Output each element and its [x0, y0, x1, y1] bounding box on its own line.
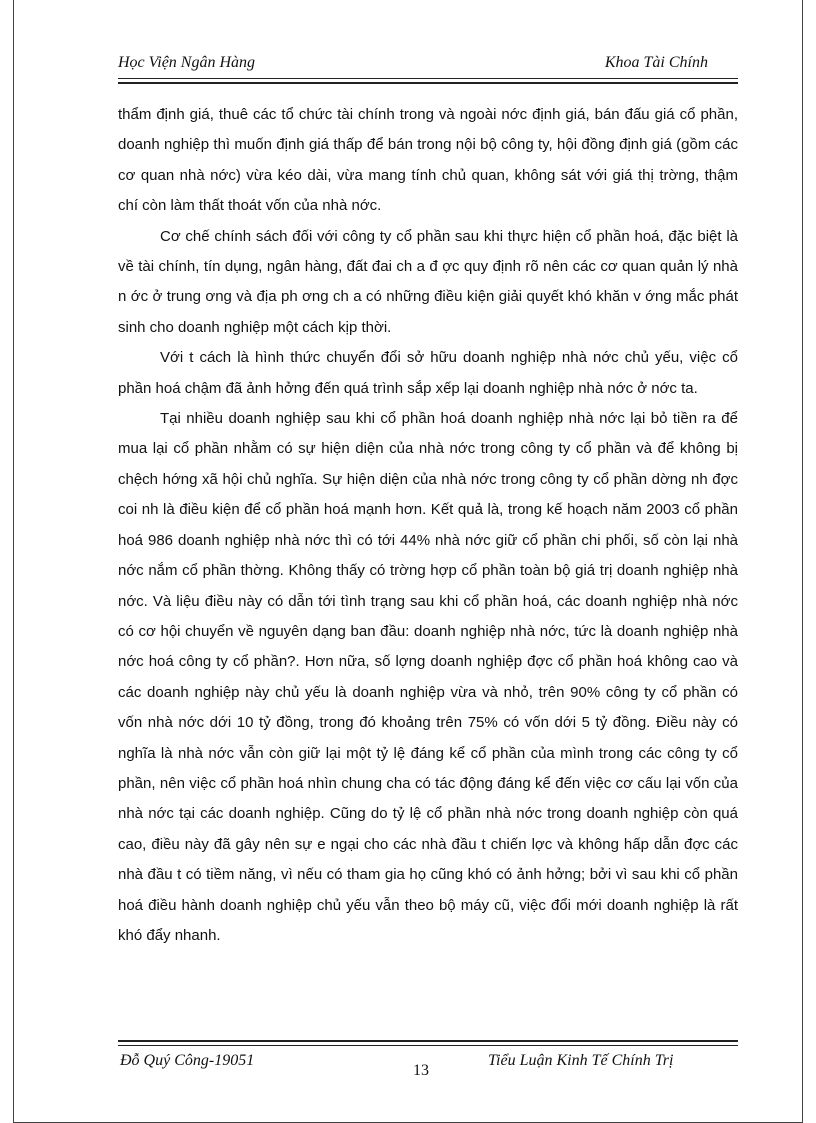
paragraph-policy: Cơ chế chính sách đối với công ty cổ phần sau khi thực hiện cổ phần hoá, đặc biệt là về tài chính, tín dụng, ngân hàng, đất đai ch a đ ợc quy định rõ nên các cơ quan quản lý nhà n ớc ở trung ơng và địa ph ơng ch a có những điều kiện giải quyết khó khăn v ớng mắc phát sinh cho doanh nghiệp một cách kịp thời. [118, 227, 738, 336]
page-footer [118, 1040, 738, 1100]
header-department: Khoa Tài Chính [604, 54, 708, 71]
paragraph-state-presence: Tại nhiều doanh nghiệp sau khi cổ phần hoá doanh nghiệp nhà nớc lại bỏ tiền ra để mua lại cổ phần nhằm có sự hiện diện của nhà nớc trong công ty cổ phần và để không bị chệch hớng xã hội chủ nghĩa. Sự hiện diện của nhà nớc trong công ty cổ phần dờng nh đợc coi nh là điều kiện để cổ phần hoá mạnh hơn. Kết quả là, trong kế hoạch năm 2003 cổ phần hoá 986 doanh nghiệp nhà nớc thì có tới 44% nhà nớc giữ cổ phần chi phối, số còn lại nhà nớc nắm cổ phần thờng. Không thấy có trờng hợp cổ phần toàn bộ giá trị doanh nghiệp nhà nớc. Và liệu điều này có dẫn tới tình trạng sau khi cổ phần hoá, các doanh nghiệp nhà nớc có cơ hội chuyển về nguyên dạng ban đầu: doanh nghiệp nhà nớc, tức là doanh nghiệp nhà nớc hoá công ty cổ phần?. Hơn nữa, số lợng doanh nghiệp đợc cổ phần hoá không cao và các doanh nghiệp này chủ yếu là doanh nghiệp vừa và nhỏ, trên 90% công ty cổ phần có vốn nhà nớc dới 10 tỷ đồng, trong đó khoảng trên 75% có vốn dới 5 tỷ đồng. Điều này có nghĩa là nhà nớc vẫn còn giữ lại một tỷ lệ đáng kể cổ phần của mình trong các công ty cổ phần, nên việc cổ phần hoá nhìn chung cha có tác động đáng kể đến việc cơ cấu lại vốn của nhà nớc tại các doanh nghiệp. Cũng do tỷ lệ cổ phần nhà nớc trong doanh nghiệp còn quá cao, điều này đã gây nên sự e ngại cho các nhà đầu t chiến lợc và không hấp dẫn đợc các nhà đầu t có tiềm năng, vì nếu có tham gia họ cũng khó có ảnh hởng; bởi vì sau khi cổ phần hoá điều hành doanh nghiệp chủ yếu vẫn theo bộ máy cũ, việc đổi mới doanh nghiệp là rất khó đẩy nhanh. [118, 410, 738, 944]
footer-rule-thick [118, 1040, 738, 1042]
footer-author: Đỗ Quý Công-19051 [120, 1052, 255, 1069]
page-number: 13 [413, 1062, 429, 1079]
paragraph-ownership: Với t cách là hình thức chuyển đổi sở hữu doanh nghiệp nhà nớc chủ yếu, việc cổ phần hoá chậm đã ảnh hởng đến quá trình sắp xếp lại doanh nghiệp nhà nớc ở nớc ta. [118, 349, 738, 397]
document-body [118, 100, 738, 951]
footer-rule-thin [118, 1045, 738, 1046]
paragraph-continuation: thẩm định giá, thuê các tổ chức tài chính trong và ngoài nớc định giá, bán đấu giá cổ phần, doanh nghiệp thì muốn định giá thấp để bán trong nội bộ công ty, hội đồng định giá (gồm các cơ quan nhà nớc) vừa kéo dài, vừa mang tính chủ quan, không sát với giá thị trờng, thậm chí còn làm thất thoát vốn của nhà nớc. [118, 106, 738, 215]
header-rule-thick [118, 82, 738, 84]
footer-title: Tiểu Luận Kinh Tế Chính Trị [488, 1052, 674, 1069]
page-header [118, 50, 738, 90]
header-institution: Học Viện Ngân Hàng [118, 54, 256, 71]
header-rule-thin [118, 78, 738, 79]
